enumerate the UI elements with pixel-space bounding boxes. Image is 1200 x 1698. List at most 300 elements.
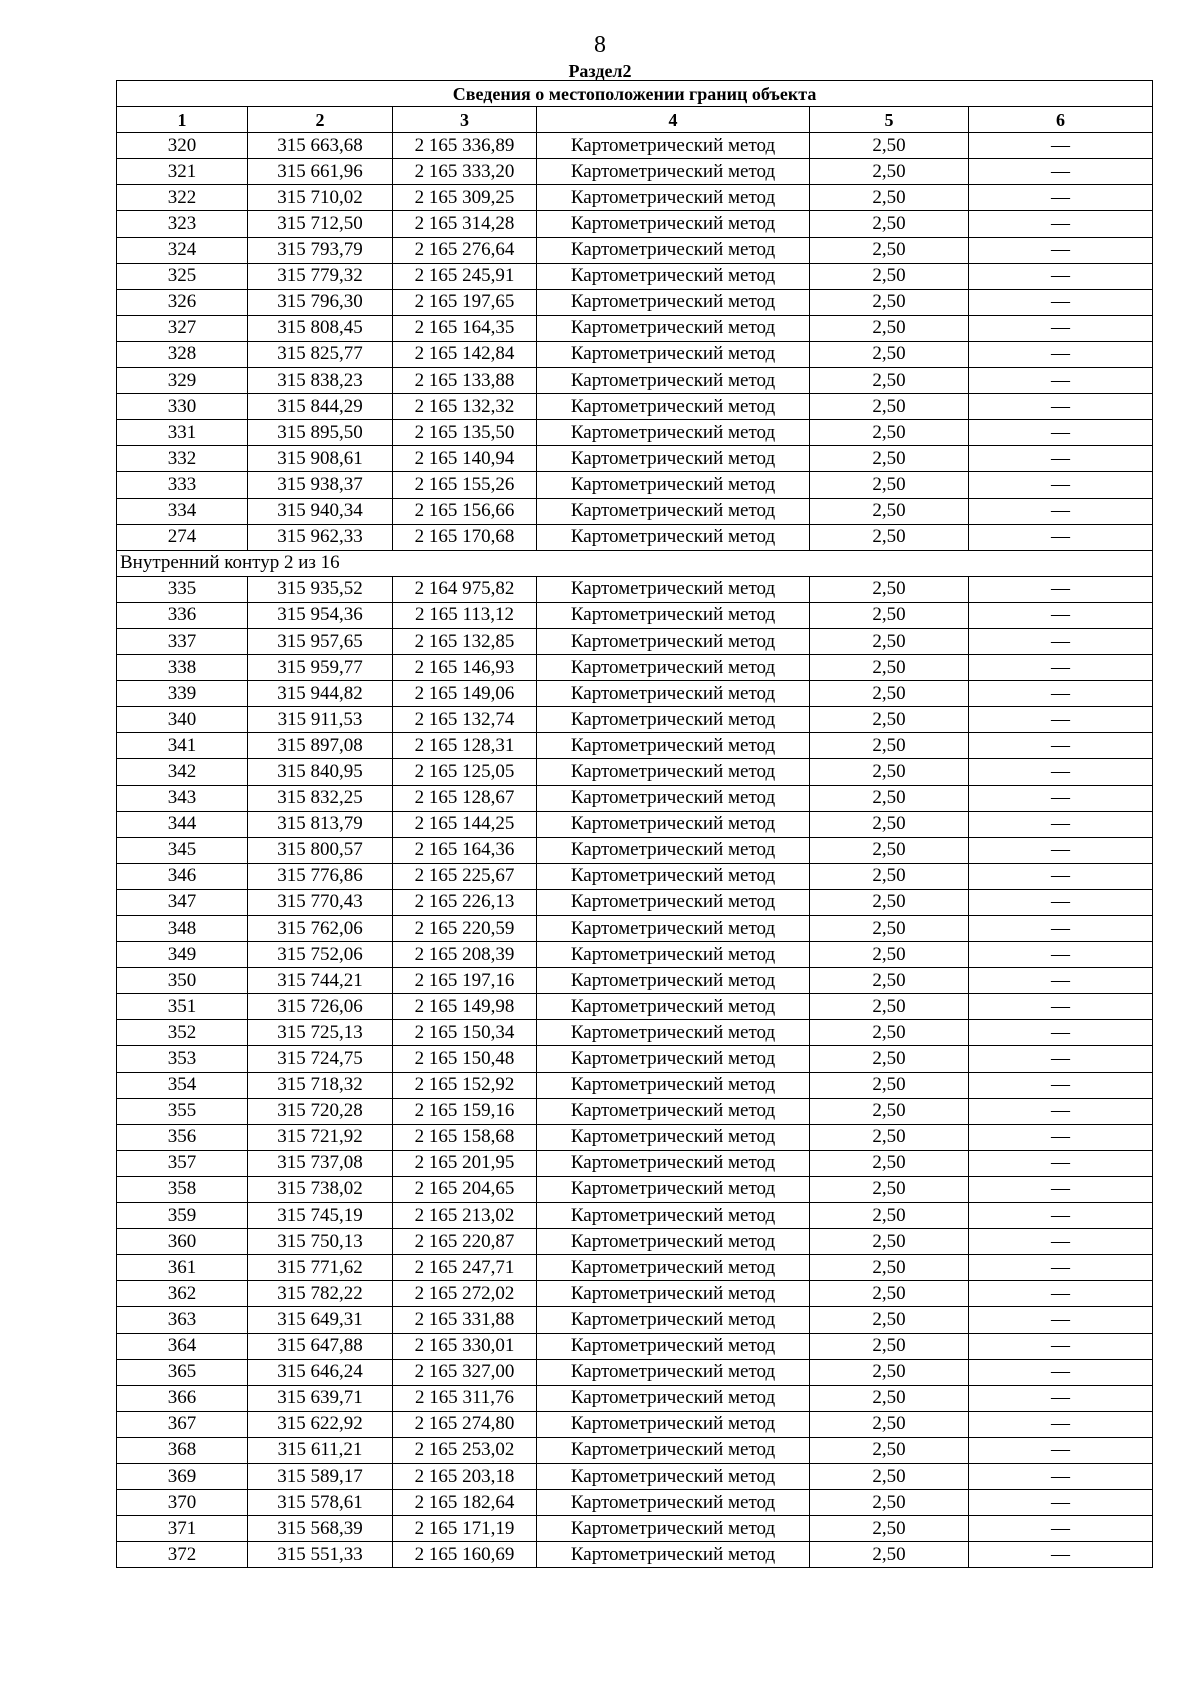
coordinate-x-cell: 315 776,86	[248, 863, 393, 889]
coordinate-y-cell: 2 165 253,02	[393, 1437, 537, 1463]
table-row	[117, 942, 1153, 968]
point-number-cell: 368	[117, 1437, 248, 1463]
method-cell: Картометрический метод	[537, 1333, 810, 1359]
point-number-cell: 333	[117, 472, 248, 498]
table-row	[117, 1020, 1153, 1046]
accuracy-cell: 2,50	[810, 1516, 969, 1542]
coordinate-y-cell: 2 165 149,98	[393, 994, 537, 1020]
accuracy-cell: 2,50	[810, 1463, 969, 1489]
coordinate-y-cell: 2 165 146,93	[393, 655, 537, 681]
coordinate-y-cell: 2 165 330,01	[393, 1333, 537, 1359]
coordinate-x-cell: 315 622,92	[248, 1411, 393, 1437]
coordinate-x-cell: 315 710,02	[248, 185, 393, 211]
accuracy-cell: 2,50	[810, 315, 969, 341]
coordinate-x-cell: 315 712,50	[248, 211, 393, 237]
coordinate-x-cell: 315 718,32	[248, 1072, 393, 1098]
method-cell: Картометрический метод	[537, 1150, 810, 1176]
table-row	[117, 1046, 1153, 1072]
method-cell: Картометрический метод	[537, 1359, 810, 1385]
accuracy-cell: 2,50	[810, 1411, 969, 1437]
accuracy-cell: 2,50	[810, 785, 969, 811]
method-cell: Картометрический метод	[537, 1437, 810, 1463]
method-cell: Картометрический метод	[537, 289, 810, 315]
coordinate-y-cell: 2 165 197,65	[393, 289, 537, 315]
coordinate-y-cell: 2 165 203,18	[393, 1463, 537, 1489]
method-cell: Картометрический метод	[537, 1542, 810, 1568]
point-number-cell: 370	[117, 1490, 248, 1516]
method-cell: Картометрический метод	[537, 628, 810, 654]
accuracy-cell: 2,50	[810, 811, 969, 837]
note-cell: —	[969, 1229, 1153, 1255]
accuracy-cell: 2,50	[810, 602, 969, 628]
accuracy-cell: 2,50	[810, 1542, 969, 1568]
method-cell: Картометрический метод	[537, 655, 810, 681]
coordinate-x-cell: 315 551,33	[248, 1542, 393, 1568]
method-cell: Картометрический метод	[537, 472, 810, 498]
coordinate-x-cell: 315 647,88	[248, 1333, 393, 1359]
accuracy-cell: 2,50	[810, 916, 969, 942]
note-cell: —	[969, 1359, 1153, 1385]
point-number-cell: 349	[117, 942, 248, 968]
method-cell: Картометрический метод	[537, 1411, 810, 1437]
coordinate-y-cell: 2 165 245,91	[393, 263, 537, 289]
method-cell: Картометрический метод	[537, 394, 810, 420]
coordinate-x-cell: 315 663,68	[248, 133, 393, 159]
method-cell: Картометрический метод	[537, 837, 810, 863]
table-row	[117, 916, 1153, 942]
method-cell: Картометрический метод	[537, 863, 810, 889]
point-number-cell: 337	[117, 628, 248, 654]
coordinate-y-cell: 2 165 132,85	[393, 628, 537, 654]
point-number-cell: 327	[117, 315, 248, 341]
table-caption-row	[117, 81, 1153, 107]
note-cell: —	[969, 994, 1153, 1020]
coordinate-x-cell: 315 782,22	[248, 1281, 393, 1307]
note-cell: —	[969, 185, 1153, 211]
table-row	[117, 1203, 1153, 1229]
coordinate-y-cell: 2 165 164,35	[393, 315, 537, 341]
method-cell: Картометрический метод	[537, 602, 810, 628]
coordinate-x-cell: 315 911,53	[248, 707, 393, 733]
table-caption: Сведения о местоположении границ объекта	[117, 81, 1153, 107]
note-cell: —	[969, 1411, 1153, 1437]
coordinate-x-cell: 315 737,08	[248, 1150, 393, 1176]
point-number-cell: 345	[117, 837, 248, 863]
coordinate-y-cell: 2 165 247,71	[393, 1255, 537, 1281]
coordinate-x-cell: 315 938,37	[248, 472, 393, 498]
point-number-cell: 320	[117, 133, 248, 159]
accuracy-cell: 2,50	[810, 1203, 969, 1229]
accuracy-cell: 2,50	[810, 341, 969, 367]
method-cell: Картометрический метод	[537, 1490, 810, 1516]
coordinate-y-cell: 2 165 182,64	[393, 1490, 537, 1516]
note-cell: —	[969, 341, 1153, 367]
coordinate-x-cell: 315 726,06	[248, 994, 393, 1020]
coordinate-y-cell: 2 165 220,59	[393, 916, 537, 942]
note-cell: —	[969, 1281, 1153, 1307]
table-row	[117, 263, 1153, 289]
column-header: 2	[248, 107, 393, 133]
accuracy-cell: 2,50	[810, 994, 969, 1020]
coordinate-x-cell: 315 897,08	[248, 733, 393, 759]
coordinate-y-cell: 2 165 135,50	[393, 420, 537, 446]
table-row	[117, 889, 1153, 915]
coordinate-y-cell: 2 165 150,48	[393, 1046, 537, 1072]
table-row	[117, 628, 1153, 654]
section-title: Раздел2	[568, 61, 632, 81]
note-cell: —	[969, 759, 1153, 785]
coordinate-x-cell: 315 808,45	[248, 315, 393, 341]
note-cell: —	[969, 1150, 1153, 1176]
table-row	[117, 498, 1153, 524]
table-row	[117, 1333, 1153, 1359]
table-row	[117, 133, 1153, 159]
table-row	[117, 315, 1153, 341]
coordinate-x-cell: 315 649,31	[248, 1307, 393, 1333]
accuracy-cell: 2,50	[810, 263, 969, 289]
coordinate-x-cell: 315 779,32	[248, 263, 393, 289]
method-cell: Картометрический метод	[537, 185, 810, 211]
method-cell: Картометрический метод	[537, 733, 810, 759]
coordinate-y-cell: 2 165 132,32	[393, 394, 537, 420]
method-cell: Картометрический метод	[537, 576, 810, 602]
accuracy-cell: 2,50	[810, 733, 969, 759]
note-cell: —	[969, 916, 1153, 942]
table-row	[117, 655, 1153, 681]
point-number-cell: 332	[117, 446, 248, 472]
table-row	[117, 1516, 1153, 1542]
point-number-cell: 321	[117, 159, 248, 185]
accuracy-cell: 2,50	[810, 211, 969, 237]
coordinate-x-cell: 315 895,50	[248, 420, 393, 446]
coordinate-x-cell: 315 661,96	[248, 159, 393, 185]
note-cell: —	[969, 524, 1153, 550]
point-number-cell: 339	[117, 681, 248, 707]
table-header-row	[117, 107, 1153, 133]
accuracy-cell: 2,50	[810, 1385, 969, 1411]
coordinate-y-cell: 2 165 170,68	[393, 524, 537, 550]
method-cell: Картометрический метод	[537, 811, 810, 837]
point-number-cell: 356	[117, 1124, 248, 1150]
column-header: 5	[810, 107, 969, 133]
coordinate-x-cell: 315 752,06	[248, 942, 393, 968]
note-cell: —	[969, 1490, 1153, 1516]
accuracy-cell: 2,50	[810, 707, 969, 733]
table-row	[117, 837, 1153, 863]
table-row	[117, 289, 1153, 315]
accuracy-cell: 2,50	[810, 446, 969, 472]
contour-label: Внутренний контур 2 из 16	[117, 550, 1153, 576]
accuracy-cell: 2,50	[810, 942, 969, 968]
coordinate-y-cell: 2 165 128,31	[393, 733, 537, 759]
table-row	[117, 1411, 1153, 1437]
coordinate-y-cell: 2 165 314,28	[393, 211, 537, 237]
point-number-cell: 359	[117, 1203, 248, 1229]
coordinate-x-cell: 315 771,62	[248, 1255, 393, 1281]
note-cell: —	[969, 368, 1153, 394]
note-cell: —	[969, 1307, 1153, 1333]
contour-row	[117, 550, 1153, 576]
point-number-cell: 328	[117, 341, 248, 367]
note-cell: —	[969, 1046, 1153, 1072]
point-number-cell: 355	[117, 1098, 248, 1124]
coordinate-y-cell: 2 165 152,92	[393, 1072, 537, 1098]
coordinate-y-cell: 2 165 125,05	[393, 759, 537, 785]
point-number-cell: 346	[117, 863, 248, 889]
accuracy-cell: 2,50	[810, 1150, 969, 1176]
coordinate-y-cell: 2 165 159,16	[393, 1098, 537, 1124]
accuracy-cell: 2,50	[810, 1333, 969, 1359]
coordinate-y-cell: 2 165 331,88	[393, 1307, 537, 1333]
column-header: 6	[969, 107, 1153, 133]
note-cell: —	[969, 655, 1153, 681]
note-cell: —	[969, 628, 1153, 654]
table-row	[117, 994, 1153, 1020]
note-cell: —	[969, 1516, 1153, 1542]
table-row	[117, 237, 1153, 263]
note-cell: —	[969, 1333, 1153, 1359]
method-cell: Картометрический метод	[537, 707, 810, 733]
coordinate-y-cell: 2 165 197,16	[393, 968, 537, 994]
point-number-cell: 354	[117, 1072, 248, 1098]
accuracy-cell: 2,50	[810, 1255, 969, 1281]
point-number-cell: 322	[117, 185, 248, 211]
note-cell: —	[969, 1020, 1153, 1046]
coordinate-y-cell: 2 165 272,02	[393, 1281, 537, 1307]
accuracy-cell: 2,50	[810, 889, 969, 915]
note-cell: —	[969, 1203, 1153, 1229]
note-cell: —	[969, 707, 1153, 733]
coordinate-x-cell: 315 959,77	[248, 655, 393, 681]
table-row	[117, 420, 1153, 446]
coordinate-x-cell: 315 793,79	[248, 237, 393, 263]
coordinate-y-cell: 2 165 113,12	[393, 602, 537, 628]
method-cell: Картометрический метод	[537, 1046, 810, 1072]
coordinate-y-cell: 2 165 156,66	[393, 498, 537, 524]
coordinate-x-cell: 315 796,30	[248, 289, 393, 315]
method-cell: Картометрический метод	[537, 1072, 810, 1098]
table-row	[117, 1463, 1153, 1489]
coordinate-x-cell: 315 578,61	[248, 1490, 393, 1516]
coordinate-y-cell: 2 165 149,06	[393, 681, 537, 707]
accuracy-cell: 2,50	[810, 628, 969, 654]
note-cell: —	[969, 1124, 1153, 1150]
point-number-cell: 366	[117, 1385, 248, 1411]
column-header: 1	[117, 107, 248, 133]
point-number-cell: 367	[117, 1411, 248, 1437]
coordinate-x-cell: 315 944,82	[248, 681, 393, 707]
accuracy-cell: 2,50	[810, 133, 969, 159]
table-row	[117, 681, 1153, 707]
method-cell: Картометрический метод	[537, 341, 810, 367]
point-number-cell: 352	[117, 1020, 248, 1046]
point-number-cell: 357	[117, 1150, 248, 1176]
method-cell: Картометрический метод	[537, 1203, 810, 1229]
method-cell: Картометрический метод	[537, 237, 810, 263]
method-cell: Картометрический метод	[537, 263, 810, 289]
accuracy-cell: 2,50	[810, 524, 969, 550]
point-number-cell: 364	[117, 1333, 248, 1359]
method-cell: Картометрический метод	[537, 994, 810, 1020]
accuracy-cell: 2,50	[810, 1072, 969, 1098]
coordinate-y-cell: 2 165 140,94	[393, 446, 537, 472]
point-number-cell: 369	[117, 1463, 248, 1489]
coordinate-y-cell: 2 165 276,64	[393, 237, 537, 263]
method-cell: Картометрический метод	[537, 315, 810, 341]
coordinate-x-cell: 315 800,57	[248, 837, 393, 863]
note-cell: —	[969, 237, 1153, 263]
coordinate-x-cell: 315 611,21	[248, 1437, 393, 1463]
table-row	[117, 1490, 1153, 1516]
table-row	[117, 1176, 1153, 1202]
table-row	[117, 185, 1153, 211]
coordinate-x-cell: 315 962,33	[248, 524, 393, 550]
point-number-cell: 343	[117, 785, 248, 811]
coordinate-x-cell: 315 589,17	[248, 1463, 393, 1489]
coordinate-x-cell: 315 844,29	[248, 394, 393, 420]
note-cell: —	[969, 942, 1153, 968]
coordinate-x-cell: 315 721,92	[248, 1124, 393, 1150]
coordinate-y-cell: 2 165 204,65	[393, 1176, 537, 1202]
coordinate-y-cell: 2 165 274,80	[393, 1411, 537, 1437]
note-cell: —	[969, 498, 1153, 524]
point-number-cell: 365	[117, 1359, 248, 1385]
table-row	[117, 446, 1153, 472]
coordinate-x-cell: 315 908,61	[248, 446, 393, 472]
point-number-cell: 329	[117, 368, 248, 394]
point-number-cell: 331	[117, 420, 248, 446]
coordinate-x-cell: 315 724,75	[248, 1046, 393, 1072]
table-row	[117, 211, 1153, 237]
point-number-cell: 372	[117, 1542, 248, 1568]
table-row	[117, 1307, 1153, 1333]
coordinate-x-cell: 315 954,36	[248, 602, 393, 628]
column-header: 3	[393, 107, 537, 133]
method-cell: Картометрический метод	[537, 759, 810, 785]
accuracy-cell: 2,50	[810, 368, 969, 394]
accuracy-cell: 2,50	[810, 185, 969, 211]
accuracy-cell: 2,50	[810, 837, 969, 863]
method-cell: Картометрический метод	[537, 211, 810, 237]
note-cell: —	[969, 315, 1153, 341]
accuracy-cell: 2,50	[810, 1307, 969, 1333]
note-cell: —	[969, 785, 1153, 811]
point-number-cell: 341	[117, 733, 248, 759]
table-row	[117, 368, 1153, 394]
method-cell: Картометрический метод	[537, 681, 810, 707]
note-cell: —	[969, 1385, 1153, 1411]
accuracy-cell: 2,50	[810, 759, 969, 785]
coordinate-x-cell: 315 935,52	[248, 576, 393, 602]
coordinate-y-cell: 2 165 327,00	[393, 1359, 537, 1385]
accuracy-cell: 2,50	[810, 472, 969, 498]
coordinate-y-cell: 2 165 336,89	[393, 133, 537, 159]
table-row	[117, 394, 1153, 420]
point-number-cell: 353	[117, 1046, 248, 1072]
table-row	[117, 785, 1153, 811]
table-row	[117, 602, 1153, 628]
column-header: 4	[537, 107, 810, 133]
point-number-cell: 348	[117, 916, 248, 942]
table-row	[117, 576, 1153, 602]
coordinate-y-cell: 2 164 975,82	[393, 576, 537, 602]
accuracy-cell: 2,50	[810, 968, 969, 994]
point-number-cell: 344	[117, 811, 248, 837]
point-number-cell: 358	[117, 1176, 248, 1202]
accuracy-cell: 2,50	[810, 498, 969, 524]
table-row	[117, 1385, 1153, 1411]
note-cell: —	[969, 133, 1153, 159]
accuracy-cell: 2,50	[810, 863, 969, 889]
table-row	[117, 1255, 1153, 1281]
point-number-cell: 330	[117, 394, 248, 420]
coordinate-y-cell: 2 165 128,67	[393, 785, 537, 811]
method-cell: Картометрический метод	[537, 1516, 810, 1542]
method-cell: Картометрический метод	[537, 942, 810, 968]
method-cell: Картометрический метод	[537, 916, 810, 942]
accuracy-cell: 2,50	[810, 1359, 969, 1385]
coordinate-y-cell: 2 165 201,95	[393, 1150, 537, 1176]
method-cell: Картометрический метод	[537, 968, 810, 994]
note-cell: —	[969, 1437, 1153, 1463]
coordinate-y-cell: 2 165 309,25	[393, 185, 537, 211]
method-cell: Картометрический метод	[537, 133, 810, 159]
note-cell: —	[969, 289, 1153, 315]
coordinate-x-cell: 315 957,65	[248, 628, 393, 654]
coordinate-x-cell: 315 940,34	[248, 498, 393, 524]
table-row	[117, 707, 1153, 733]
accuracy-cell: 2,50	[810, 237, 969, 263]
point-number-cell: 323	[117, 211, 248, 237]
coordinate-y-cell: 2 165 213,02	[393, 1203, 537, 1229]
coordinate-y-cell: 2 165 160,69	[393, 1542, 537, 1568]
point-number-cell: 360	[117, 1229, 248, 1255]
method-cell: Картометрический метод	[537, 1463, 810, 1489]
accuracy-cell: 2,50	[810, 576, 969, 602]
point-number-cell: 350	[117, 968, 248, 994]
accuracy-cell: 2,50	[810, 289, 969, 315]
method-cell: Картометрический метод	[537, 1281, 810, 1307]
method-cell: Картометрический метод	[537, 446, 810, 472]
table-row	[117, 1437, 1153, 1463]
method-cell: Картометрический метод	[537, 498, 810, 524]
accuracy-cell: 2,50	[810, 1229, 969, 1255]
point-number-cell: 351	[117, 994, 248, 1020]
method-cell: Картометрический метод	[537, 1098, 810, 1124]
coordinate-y-cell: 2 165 333,20	[393, 159, 537, 185]
coordinate-x-cell: 315 738,02	[248, 1176, 393, 1202]
note-cell: —	[969, 1542, 1153, 1568]
point-number-cell: 324	[117, 237, 248, 263]
table-row	[117, 159, 1153, 185]
note-cell: —	[969, 263, 1153, 289]
note-cell: —	[969, 889, 1153, 915]
accuracy-cell: 2,50	[810, 1046, 969, 1072]
accuracy-cell: 2,50	[810, 1098, 969, 1124]
method-cell: Картометрический метод	[537, 420, 810, 446]
method-cell: Картометрический метод	[537, 889, 810, 915]
accuracy-cell: 2,50	[810, 1437, 969, 1463]
coordinate-x-cell: 315 745,19	[248, 1203, 393, 1229]
note-cell: —	[969, 602, 1153, 628]
table-row	[117, 472, 1153, 498]
point-number-cell: 336	[117, 602, 248, 628]
page-number: 8	[594, 32, 606, 58]
table-row	[117, 1072, 1153, 1098]
table-row	[117, 759, 1153, 785]
note-cell: —	[969, 681, 1153, 707]
coordinate-y-cell: 2 165 171,19	[393, 1516, 537, 1542]
